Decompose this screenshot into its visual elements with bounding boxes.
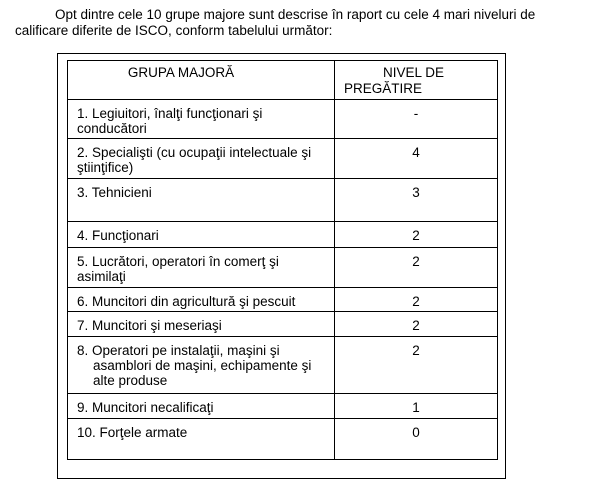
group-cell xyxy=(68,312,335,337)
group-line: alte produse xyxy=(93,373,168,388)
group-cell xyxy=(68,419,335,460)
group-cell xyxy=(68,288,335,312)
group-line: 6. Muncitori din agricultură şi pescuit xyxy=(77,294,296,309)
level-cell: 2 xyxy=(335,288,498,312)
header-level-line2: PREGĂTIRE xyxy=(344,81,423,96)
table-header-row xyxy=(68,61,498,100)
level-cell: 3 xyxy=(335,179,498,222)
group-line: 9. Muncitori necalificaţi xyxy=(77,400,214,415)
header-group: GRUPA MAJORĂ xyxy=(68,61,335,100)
group-cell xyxy=(68,222,335,248)
header-level xyxy=(335,61,498,100)
header-level-line1: NIVEL DE xyxy=(383,65,445,80)
intro-line-2: calificare diferite de ISCO, conform tabelului următor: xyxy=(15,23,333,38)
level-cell: 2 xyxy=(335,222,498,248)
group-line: 7. Muncitori şi meseriaşi xyxy=(77,318,222,333)
level-cell: 0 xyxy=(335,419,498,460)
group-cell xyxy=(68,179,335,222)
level-cell: - xyxy=(335,100,498,139)
intro-line-1: Opt dintre cele 10 grupe majore sunt descrise în raport cu cele 4 mari niveluri de xyxy=(55,7,536,22)
group-line: 1. Legiuitori, înalţi funcţionari şi xyxy=(77,106,263,121)
group-cell xyxy=(68,248,335,288)
table-row xyxy=(68,222,498,248)
group-line: asimilaţi xyxy=(77,269,126,284)
intro-paragraph xyxy=(15,7,580,39)
group-cell xyxy=(68,100,335,139)
group-line: 4. Funcţionari xyxy=(77,228,159,243)
group-line: 10. Forţele armate xyxy=(77,425,188,440)
group-line: ştiinţifice) xyxy=(77,160,134,175)
group-cell xyxy=(68,394,335,419)
level-cell: 2 xyxy=(335,337,498,394)
table-row xyxy=(68,337,498,394)
group-line: asamblori de maşini, echipamente şi xyxy=(93,358,312,373)
group-line: 8. Operatori pe instalaţii, maşini şi xyxy=(77,343,280,358)
table-row xyxy=(68,419,498,460)
table-row xyxy=(68,139,498,179)
group-cell xyxy=(68,139,335,179)
group-line: 3. Tehnicieni xyxy=(77,185,152,200)
group-line: conducători xyxy=(77,121,147,136)
table-row xyxy=(68,179,498,222)
table-row xyxy=(68,394,498,419)
level-cell: 2 xyxy=(335,312,498,337)
table-row xyxy=(68,288,498,312)
group-line: 2. Specialişti (cu ocupaţii intelectuale şi xyxy=(77,145,312,160)
table-row xyxy=(68,100,498,139)
level-cell: 1 xyxy=(335,394,498,419)
group-cell xyxy=(68,337,335,394)
level-cell: 2 xyxy=(335,248,498,288)
isco-groups-table xyxy=(67,60,498,460)
table-row xyxy=(68,312,498,337)
table-row xyxy=(68,248,498,288)
group-line: 5. Lucrători, operatori în comerţ şi xyxy=(77,254,279,269)
level-cell: 4 xyxy=(335,139,498,179)
